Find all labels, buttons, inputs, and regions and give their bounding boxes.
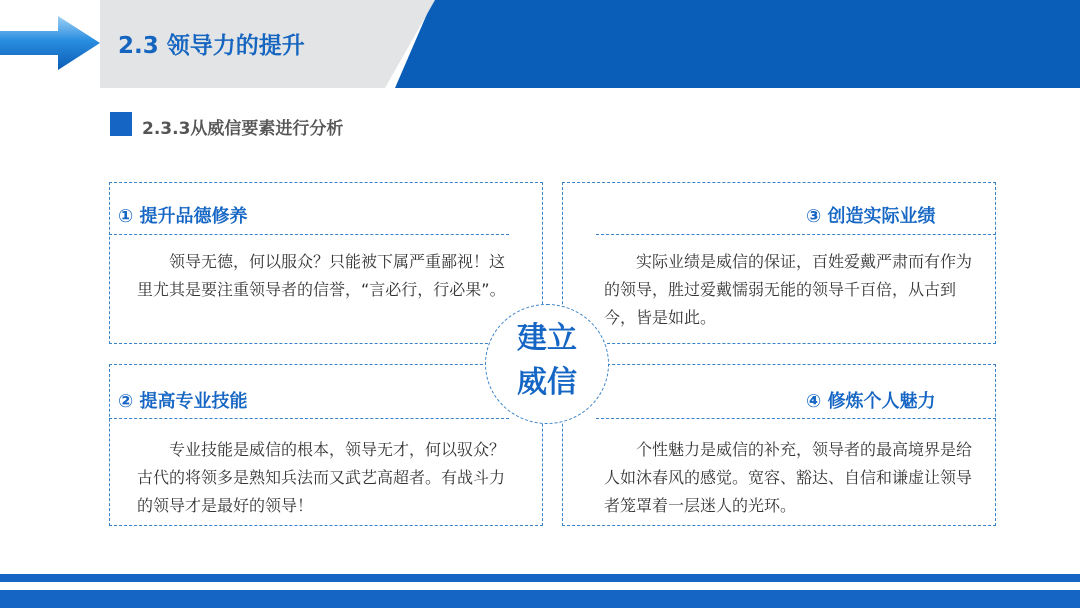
header-blue-band xyxy=(395,0,1080,88)
footer-stripe xyxy=(0,574,1080,582)
card-body: 个性魅力是威信的补充，领导者的最高境界是给人如沐春风的感觉。宽容、豁达、自信和谦虚让领导者笼罩着一层迷人的光环。 xyxy=(604,440,973,515)
card-divider xyxy=(109,234,509,235)
card-divider xyxy=(596,418,996,419)
card-title: ② 提高专业技能 xyxy=(118,391,248,412)
section-heading: 2.3.3从威信要素进行分析 xyxy=(142,119,344,139)
card-body: 实际业绩是威信的保证，百姓爱戴严肃而有作为的领导，胜过爱戴懦弱无能的领导千百倍，从古到今，皆是如此。 xyxy=(604,252,973,327)
footer-band xyxy=(0,590,1080,608)
card-title: ③ 创造实际业绩 xyxy=(806,206,936,227)
card-divider xyxy=(109,418,509,419)
section-marker xyxy=(110,112,132,136)
card-body: 专业技能是威信的根本，领导无才，何以驭众？古代的将领多是熟知兵法而又武艺高超者。有战斗力的领导才是最好的领导！ xyxy=(137,440,506,515)
center-text-line2: 威信 xyxy=(517,365,577,400)
card-title: ④ 修炼个人魅力 xyxy=(806,391,936,412)
card-body: 领导无德，何以服众？只能被下属严重鄙视！这里尤其是要注重领导者的信誉，“言必行，行必果”。 xyxy=(137,252,506,299)
card-title: ① 提升品德修养 xyxy=(118,206,248,227)
card-divider xyxy=(596,234,996,235)
arrow-right-icon xyxy=(0,14,104,72)
center-circle xyxy=(485,304,609,424)
center-text-line1: 建立 xyxy=(517,321,577,356)
page-title: 2.3 领导力的提升 xyxy=(118,33,305,59)
